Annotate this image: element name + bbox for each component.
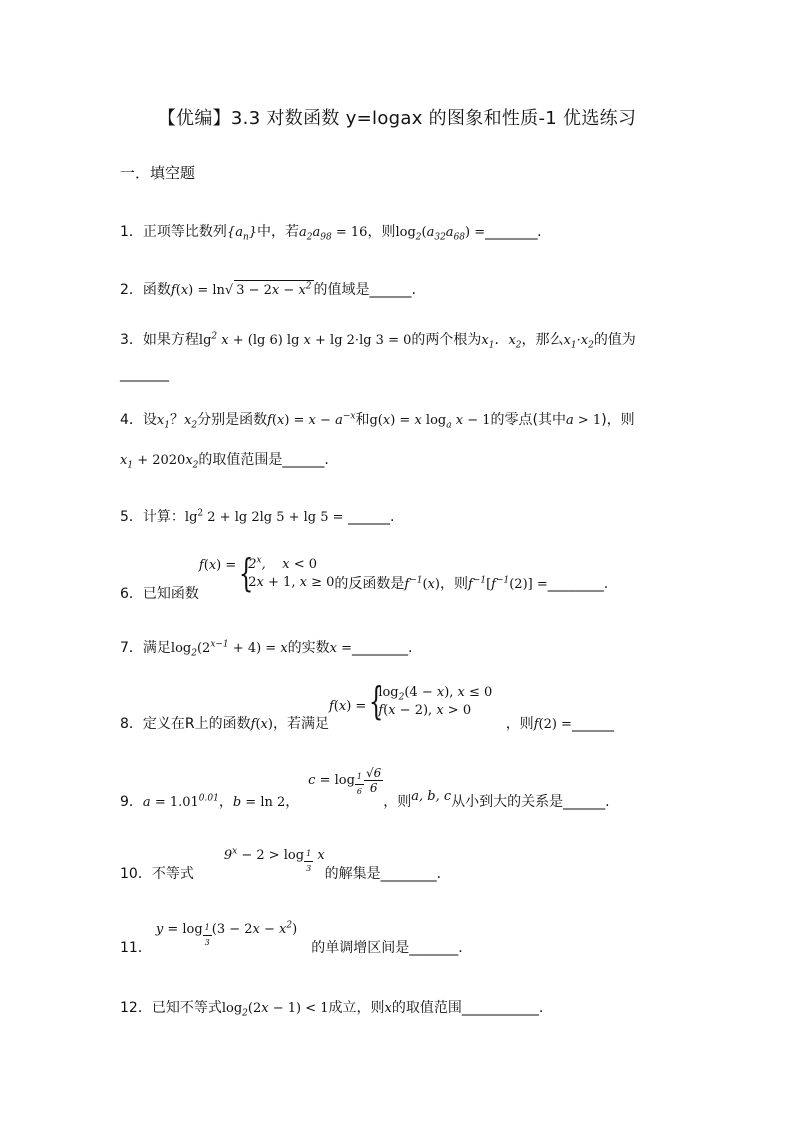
math-expression: $a_2a_{98} = 16$: [299, 225, 368, 243]
question-4: 4．设$x_1$？$x_2$分别是函数$f(x) = x - a^{-x}$和g(x) = x $\log_a x - 1$的零点(其中a > 1)，则: [120, 411, 635, 431]
question-number: 4．: [120, 412, 143, 428]
math-expression: $\log_2(2x - 1) < 1$: [221, 1001, 329, 1019]
question-6: 6．已知函数f(x) = { 2$^x$, x < 0 2x + 1, x ≥ 0 的反函数是$f^{-1}(x)$，则$f^{-1}[f^{-1}(2)]$ =________.: [120, 556, 608, 604]
question-number: 12．: [120, 1000, 152, 1016]
math-expression: $x_1$: [156, 413, 170, 431]
math-expression: $f(x) = x - a^{-x}$: [267, 411, 356, 428]
question-9: 9．$a = 1.01^{0.01}$，b = ln 2， c = log $\frac{1}{6}$ $\frac{√6}{6}$ ，则a, b, c从小到大的关系是______.: [120, 766, 610, 810]
question-4-line-2: $x_1 + 2020x_2$的取值范围是______.: [120, 452, 329, 471]
math-expression: f(2) =: [533, 717, 572, 732]
math-expression: b = ln 2: [232, 795, 286, 810]
math-expression: a, b, c: [411, 789, 452, 804]
question-number: 2．: [120, 282, 143, 298]
math-expression: g(x) = x $\log_a x - 1$: [369, 413, 491, 431]
question-number: 1．: [120, 224, 143, 240]
math-expression: a > 1: [565, 413, 602, 428]
question-8: 8．定义在R上的函数f(x)，若满足f(x) = { $\log_2(4 - x)$, x ≤ 0 f(x − 2), x > 0 ，则f(2) =______: [120, 684, 614, 735]
question-7: 7．满足$\log_2(2^{x-1} + 4) = x$的实数x =________.: [120, 639, 413, 659]
piecewise-cases: { 2$^x$, x < 0 2x + 1, x ≥ 0: [236, 556, 334, 592]
question-number: 6．: [120, 586, 143, 602]
question-10: 10．不等式$9^x - 2 > \log$ $\frac{1}{3}$ x的解集是________.: [120, 846, 442, 882]
math-expression: $9^x - 2 > \log$ $\frac{1}{3}$ x: [223, 846, 325, 873]
question-number: 9．: [120, 794, 143, 810]
math-expression: $f^{-1}(x)$: [404, 575, 440, 592]
math-expression: $f^{-1}[f^{-1}(2)]$ =: [467, 575, 548, 592]
question-1: 1．正项等比数列$\{a_n\}$中，若$a_2a_{98} = 16$，则$\log_2(a_{32}a_{68})$ =________.: [120, 224, 542, 243]
math-expression: f(x): [250, 717, 273, 732]
math-expression: x =: [329, 641, 353, 656]
page-title: 【优编】3.3 对数函数 y=logax 的图象和性质-1 优选练习: [157, 108, 637, 129]
math-expression: $\{a_n\}$: [226, 225, 258, 243]
question-number: 10．: [120, 866, 152, 882]
math-expression: c = log $\frac{1}{6}$ $\frac{√6}{6}$: [308, 766, 382, 796]
math-expression: x: [384, 1001, 392, 1016]
math-expression: f(x) = ln√ $3 - 2x - x^2$: [171, 283, 314, 298]
question-12: 12．已知不等式$\log_2(2x - 1) < 1$成立，则x的取值范围___________.: [120, 1000, 544, 1019]
question-3-blank: _______: [120, 366, 169, 382]
question-11: 11．y = log $\frac{1}{3}$ $(3 - 2x - x^2)$的单调增区间是_______.: [120, 920, 463, 956]
math-expression: $a = 1.01^{0.01}$: [142, 793, 219, 810]
math-expression: y = log $\frac{1}{3}$ $(3 - 2x - x^2)$: [155, 920, 298, 947]
math-expression: $x_2$: [508, 333, 522, 351]
math-expression: $x_1\cdot x_2$: [563, 333, 594, 351]
question-number: 3．: [120, 332, 143, 348]
question-number: 8．: [120, 716, 143, 732]
question-number: 11．: [120, 940, 152, 956]
question-5: 5．计算：$\lg^2 2 + \lg 2\lg$ 5 + lg 5 = ______.: [120, 508, 395, 525]
piecewise-function: f(x) =: [198, 558, 237, 573]
piecewise-function: f(x) =: [328, 699, 367, 714]
question-3: 3．如果方程$\lg^2 x + (\lg$ 6) lg x + lg 2·lg 3 = 0的两个根为$x_1$．$x_2$，那么$x_1\cdot x_2$的值为: [120, 331, 636, 351]
math-expression: $\log_2(a_{32}a_{68})$ =: [395, 225, 486, 243]
math-expression: $\lg^2 x + (\lg$ 6) lg x + lg 2·lg 3 = 0: [198, 331, 412, 348]
math-expression: $\lg^2 2 + \lg 2\lg$ 5 + lg 5 =: [184, 508, 344, 525]
question-number: 5．: [120, 509, 143, 525]
section-heading: 一．填空题: [120, 164, 196, 182]
question-number: 7．: [120, 640, 143, 656]
piecewise-cases: { $\log_2(4 - x)$, x ≤ 0 f(x − 2), x > 0: [366, 684, 492, 720]
math-expression: $x_2$: [184, 413, 198, 431]
math-expression: $x_1$: [481, 333, 495, 351]
math-expression: $x_1 + 2020x_2$: [120, 453, 199, 471]
math-expression: $\log_2(2^{x-1} + 4) = x$: [170, 639, 288, 659]
question-2: 2．函数f(x) = ln√ $3 - 2x - x^2$ 的值域是______.: [120, 280, 416, 301]
